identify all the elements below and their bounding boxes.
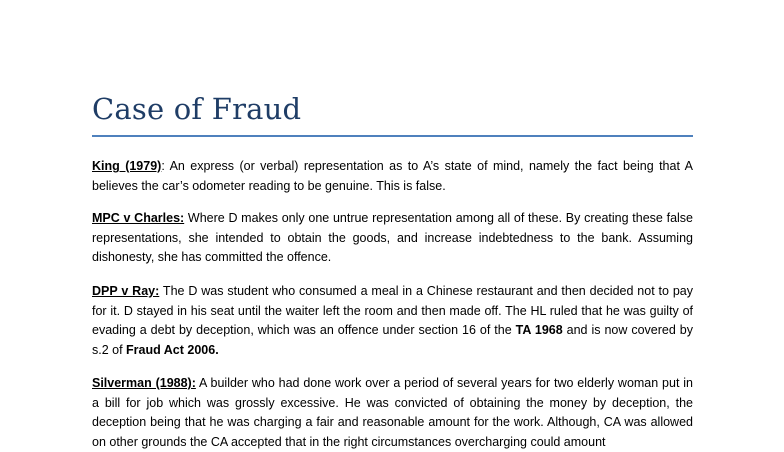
document-title: Case of Fraud: [92, 92, 302, 126]
statute-reference: Fraud Act 2006.: [126, 342, 219, 357]
case-name-silverman: Silverman (1988):: [92, 376, 196, 390]
paragraph-text: and is now covered by s.2 of: [92, 323, 693, 357]
paragraph-text: A builder who had done work over a period of several years for two elderly woman put in a bill for job which was grossly excessive. He was convicted of obtaining the money by deception, the deception being that he was charging a fair and reasonable amount for the work. Although, CA was allowed on other grounds the CA accepted that in the right circumstances overcharging could amount: [92, 376, 693, 449]
paragraph-text: Where D makes only one untrue representation among all of these. By creating these false representations, she intended to obtain the goods, and increase indebtedness to the bank. Assuming dishonesty, she has committed the offence.: [92, 211, 693, 264]
title-underline-rule: [92, 135, 693, 137]
case-colon: :: [161, 159, 165, 173]
paragraph-dpp-v-ray: [92, 282, 693, 360]
paragraph-text: The D was student who consumed a meal in a Chinese restaurant and then decided not to pay for it. D stayed in his seat until the waiter left the room and then made off. The HL ruled that he was guilty of evading a debt by deception, which was an offence under section 16 of the: [92, 284, 694, 337]
paragraph-mpc-v-charles: [92, 209, 693, 268]
paragraph-king: [92, 157, 693, 196]
case-name-dpp-v-ray: DPP v Ray:: [92, 284, 160, 298]
case-name-mpc-v-charles: MPC v Charles:: [92, 211, 185, 225]
paragraph-text: An express (or verbal) representation as to A’s state of mind, namely the fact being that A believes the car’s odometer reading to be genuine. This is false.: [92, 159, 693, 193]
statute-reference: TA 1968: [515, 323, 563, 337]
paragraph-silverman: [92, 374, 693, 452]
case-name-king: King (1979): [92, 159, 162, 173]
